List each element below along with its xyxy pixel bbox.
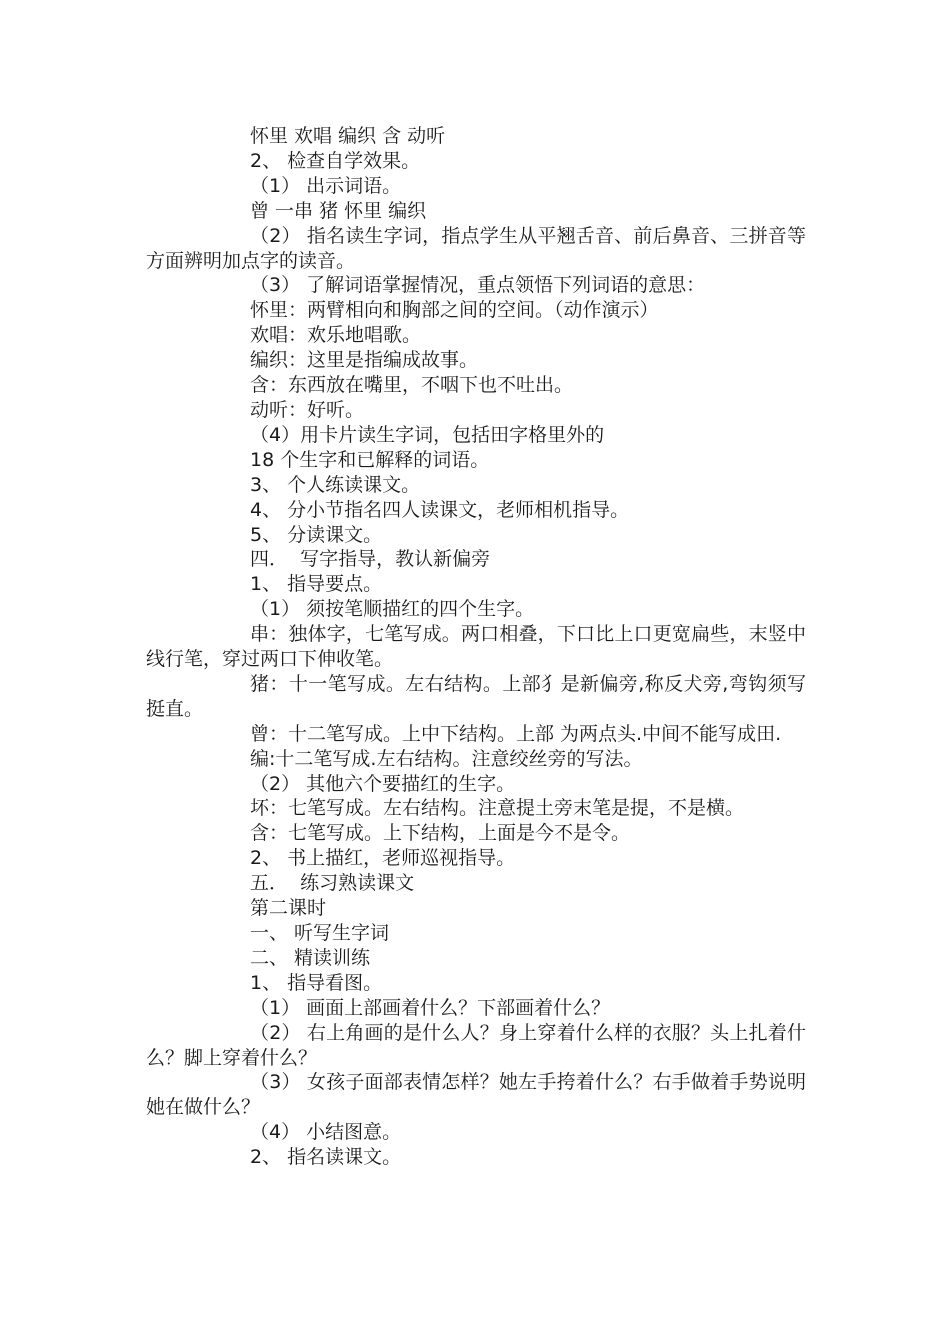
text-line: 曾 一串 猪 怀里 编织 xyxy=(250,199,427,222)
text-line: 3、 个人练读课文。 xyxy=(250,473,421,496)
text-line: 18 个生字和已解释的词语。 xyxy=(250,448,490,471)
text-line: 5、 分读课文。 xyxy=(250,523,383,546)
text-line: 1、 指导要点。 xyxy=(250,573,383,596)
text-line: 含：七笔写成。上下结构，上面是今不是令。 xyxy=(250,822,631,845)
definition-line: 动听：好听。 xyxy=(250,398,365,421)
text-line: 2、 书上描红，老师巡视指导。 xyxy=(250,847,516,870)
text-paragraph: 猪：十一笔写成。左右结构。上部犭是新偏旁,称反犬旁,弯钩须写挺直。 xyxy=(146,672,806,720)
document-body xyxy=(146,124,806,1170)
text-line: （4） 小结图意。 xyxy=(250,1121,402,1144)
text-line: （1） 出示词语。 xyxy=(250,174,402,197)
text-paragraph: 串：独体字，七笔写成。两口相叠，下口比上口更宽扁些，末竖中线行笔，穿过两口下伸收笔。 xyxy=(146,623,806,671)
section-heading: 五． 练习熟读课文 xyxy=(250,872,415,895)
text-line: （1） 须按笔顺描红的四个生字。 xyxy=(250,598,535,621)
definition-line: 含：东西放在嘴里，不咽下也不吐出。 xyxy=(250,374,574,397)
text-line: 1、 指导看图。 xyxy=(250,971,383,994)
text-paragraph: 坏：七笔写成。左右结构。注意提土旁末笔是提，不是横。 xyxy=(250,797,745,820)
definition-line: 怀里：两臂相向和胸部之间的空间。（动作演示） xyxy=(250,299,659,322)
text-line: 怀里 欢唱 编织 含 动听 xyxy=(250,125,446,147)
text-paragraph: （2） 右上角画的是什么人？身上穿着什么样的衣服？头上扎着什么？脚上穿着什么？ xyxy=(146,1021,806,1069)
section-heading: 二、 精读训练 xyxy=(250,946,371,969)
text-line: （3） 了解词语掌握情况，重点领悟下列词语的意思： xyxy=(250,274,706,297)
text-line: 2、 指名读课文。 xyxy=(250,1146,402,1169)
section-heading: 第二课时 xyxy=(250,897,327,920)
text-line: （2） 其他六个要描红的生字。 xyxy=(250,772,516,795)
text-paragraph: 曾：十二笔写成。上中下结构。上部 为两点头.中间不能写成田. xyxy=(250,722,782,745)
text-line: 4、 分小节指名四人读课文，老师相机指导。 xyxy=(250,498,630,521)
section-heading: 四． 写字指导，教认新偏旁 xyxy=(250,548,491,571)
definition-line: 编织：这里是指编成故事。 xyxy=(250,349,479,372)
text-paragraph: （2） 指名读生字词，指点学生从平翘舌音、前后鼻音、三拼音等方面辨明加点字的读音。 xyxy=(146,224,806,272)
text-line: （1） 画面上部画着什么？下部画着什么？ xyxy=(250,996,611,1019)
text-line: （4）用卡片读生字词，包括田字格里外的 xyxy=(250,423,605,446)
text-line: 编:十二笔写成.左右结构。注意绞丝旁的写法。 xyxy=(250,747,643,770)
text-line: 2、 检查自学效果。 xyxy=(250,149,421,172)
text-paragraph: （3） 女孩子面部表情怎样？她左手挎着什么？右手做着手势说明她在做什么？ xyxy=(146,1071,806,1119)
definition-line: 欢唱：欢乐地唱歌。 xyxy=(250,324,422,347)
section-heading: 一、 听写生字词 xyxy=(250,922,390,944)
